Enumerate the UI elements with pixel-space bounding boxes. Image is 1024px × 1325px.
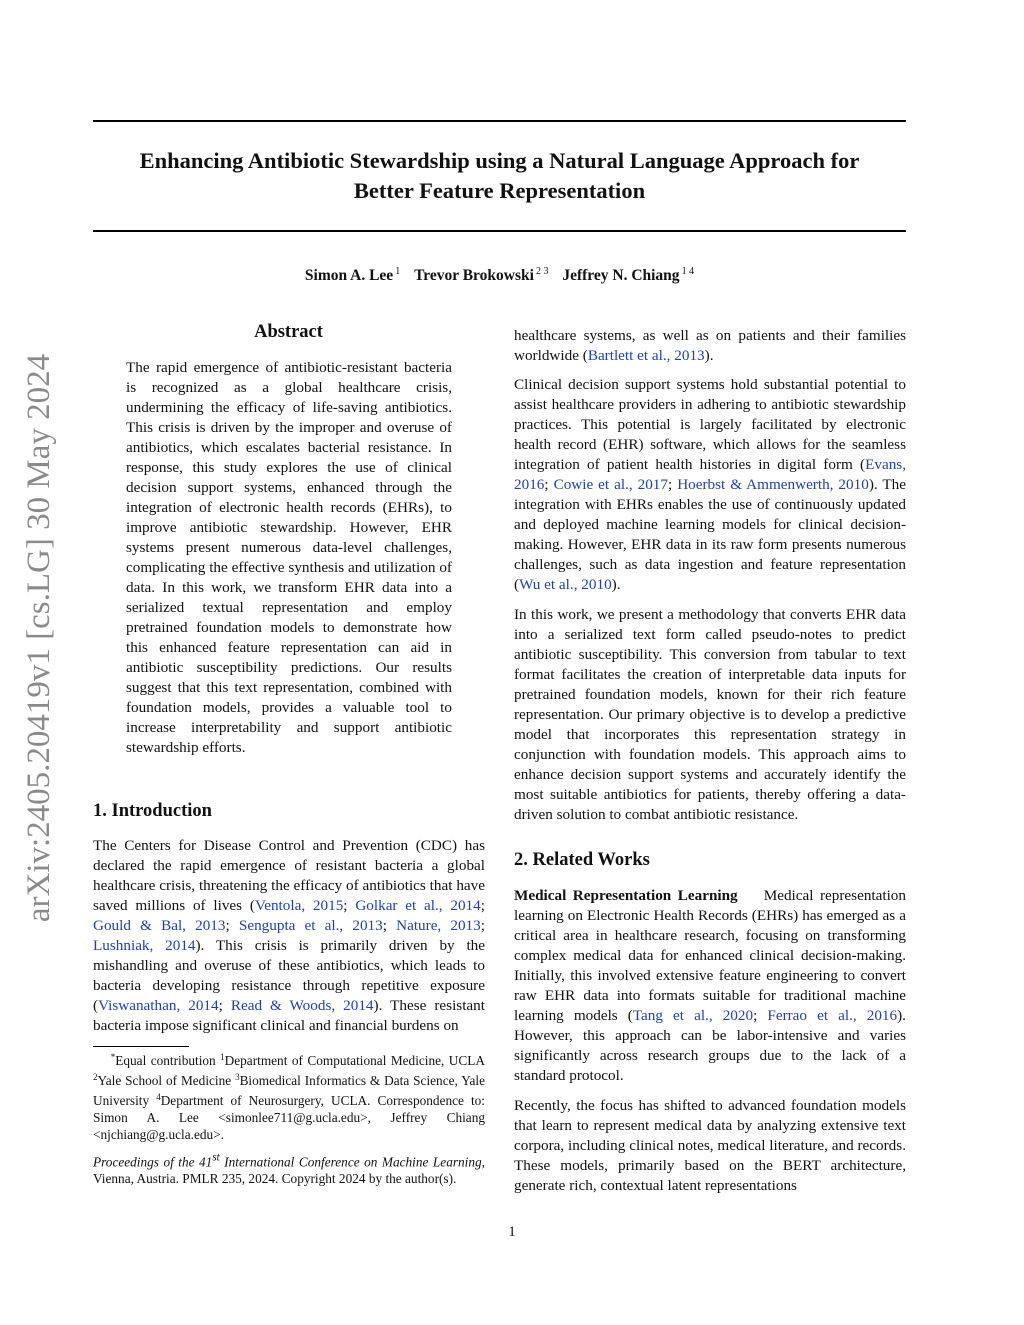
author: Simon A. Lee $^1$ — [304, 266, 401, 284]
citation-link[interactable]: Gould & Bal, 2013 — [93, 917, 226, 934]
footnote: *Equal contribution $^1$Department of Computational Medicine, UCLA $^2$Yale School of Medicine $^3$Biomedical Informatics & Data Science, Yale University $^4$Department of Neurosurgery, UCLA. Correspondence to: Simon A. Lee <simonlee711@g.ucla.edu>, Jeffrey Chiang <njchiang@g.ucla.edu>. — [93, 1052, 485, 1142]
introduction-paragraph: The Centers for Disease Control and Prevention (CDC) has declared the rapid emergence of resistant bacteria a global healthcare crisis, threatening the efficacy of antibiotics that have saved millions of lives (Ventola, 2015; Golkar et al., 2014; Gould & Bal, 2013; Sengupta et al., 2013; Nature, 2013; Lushniak, 2014). This crisis is primarily driven by the mishandling and overuse of these antibiotics, which leads to bacteria developing resistance through repetitive exposure (Viswanathan, 2014; Read & Woods, 2014). These resistant bacteria impose significant clinical and financial burdens on — [93, 837, 486, 1034]
paper-title: Enhancing Antibiotic Stewardship using a Natural Language Approach for Better Feature Representation — [139, 148, 860, 203]
abstract-text: The rapid emergence of antibiotic-resistant bacteria is recognized as a global healthcare crisis, undermining the efficacy of life-saving antibiotics. This crisis is driven by the improper and overuse of antibiotics, which escalates bacterial resistance. In response, this study explores the use of clinical decision support systems, enhanced through the integration of electronic health records (EHRs), to improve antibiotic stewardship. However, EHR systems present numerous data-level challenges, complicating the effective synthesis and utilization of data. In this work, we transform EHR data into a serialized textual representation and employ pretrained foundation models to demonstrate how this enhanced feature representation can aid in antibiotic susceptibility predictions. Our results suggest that this text representation, combined with foundation models, provides a valuable tool to increase interpretability and support antibiotic stewardship efforts. — [126, 359, 452, 756]
citation-link[interactable]: Nature, 2013 — [396, 917, 481, 934]
section-heading-introduction: 1. Introduction — [93, 801, 212, 821]
citation-link[interactable]: Bartlett et al., 2013 — [587, 347, 705, 364]
right-column-continuation: healthcare systems, as well as on patients and their families worldwide (Bartlett et al., 2013). — [514, 327, 906, 364]
author-list — [93, 266, 906, 285]
citation-link[interactable]: Viswanathan, 2014 — [98, 997, 219, 1014]
methodology-paragraph: In this work, we present a methodology that converts EHR data into a serialized text form called pseudo-notes to predict antibiotic susceptibility. This conversion from tabular to text format facilitates the creation of interpretable data inputs for pretrained foundation models, known for their rich feature representation. Our primary objective is to develop a predictive model that incorporates this representation strategy in conjunction with foundation models. This approach aims to enhance decision support systems and accurately identify the most suitable antibiotics for patients, thereby offering a data-driven solution to combat antibiotic resistance. — [514, 606, 906, 823]
citation-link[interactable]: Evans, 2016 — [514, 456, 906, 493]
page-number: 1 — [508, 1224, 516, 1240]
citation-link[interactable]: Lushniak, 2014 — [93, 937, 196, 954]
medical-representation-paragraph: Medical Representation Learning Medical representation learning on Electronic Health Records (EHRs) has emerged as a critical area in healthcare research, focusing on transforming complex medical data for enhanced clinical decision-making. Initially, this involved extensive feature engineering to convert raw EHR data into formats suitable for traditional machine learning models (Tang et al., 2020; Ferrao et al., 2016). However, this approach can be labor-intensive and varies significantly across research groups due to the lack of a standard protocol. — [514, 887, 906, 1084]
clinical-decision-paragraph: Clinical decision support systems hold substantial potential to assist healthcare providers in adhering to antibiotic stewardship practices. This potential is largely facilitated by electronic health record (EHR) software, which allows for the seamless integration of patient health histories in digital form (Evans, 2016; Cowie et al., 2017; Hoerbst & Ammenwerth, 2010). The integration with EHRs enables the use of continuously updated and deployed machine learning models for clinical decision-making. However, EHR data in its raw form presents numerous challenges, such as data ingestion and feature representation (Wu et al., 2010). — [514, 376, 906, 593]
citation-link[interactable]: Ventola, 2015 — [254, 897, 344, 914]
citation-link[interactable]: Ferrao et al., 2016 — [767, 1007, 898, 1024]
citation-link[interactable]: Sengupta et al., 2013 — [238, 917, 383, 934]
proceedings-note: Proceedings of the 41st International Conference on Machine Learning, Vienna, Austria. PMLR 235, 2024. Copyright 2024 by the author(s). — [93, 1152, 485, 1187]
citation-link[interactable]: Tang et al., 2020 — [632, 1007, 754, 1024]
title-bottom-rule — [93, 230, 906, 232]
citation-link[interactable]: Golkar et al., 2014 — [355, 897, 481, 914]
citation-link[interactable]: Read & Woods, 2014 — [230, 997, 374, 1014]
citation-link[interactable]: Hoerbst & Ammenwerth, 2010 — [677, 476, 869, 493]
foundation-models-paragraph: Recently, the focus has shifted to advanced foundation models that learn to represent medical data by analyzing extensive text corpora, including clinical notes, medical literature, and records. These models, primarily based on the BERT architecture, generate rich, contextual latent representations — [514, 1097, 906, 1194]
citation-link[interactable]: Cowie et al., 2017 — [553, 476, 668, 493]
footnote-rule — [93, 1046, 189, 1047]
author: Trevor Brokowski $^{2 3}$ — [414, 266, 549, 284]
top-rule — [93, 120, 906, 122]
section-heading-related-works: 2. Related Works — [514, 850, 650, 870]
arxiv-stamp: arXiv:2405.20419v1 [cs.LG] 30 May 2024 — [21, 353, 57, 923]
citation-link[interactable]: Wu et al., 2010 — [519, 576, 612, 593]
paragraph-run-in-heading: Medical Representation Learning — [514, 887, 738, 904]
abstract-heading: Abstract — [254, 322, 323, 342]
author: Jeffrey N. Chiang $^{1 4}$ — [562, 266, 695, 284]
